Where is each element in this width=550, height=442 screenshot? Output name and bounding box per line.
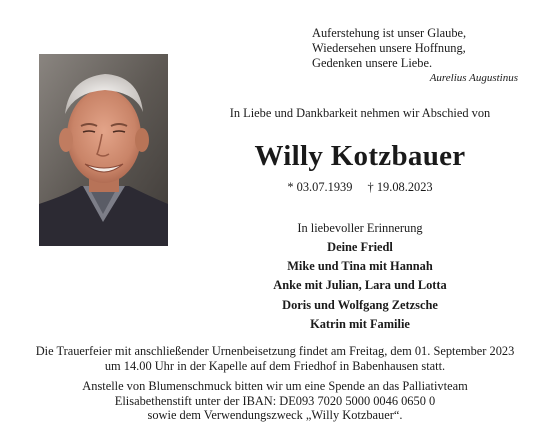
family-member: Deine Friedl	[327, 240, 393, 254]
portrait-photo	[39, 54, 168, 246]
portrait-image	[39, 54, 168, 246]
quote-block	[312, 26, 532, 85]
donation-line-1: Anstelle von Blumenschmuck bitten wir um eine Spende an das Palliativteam	[82, 379, 468, 393]
donation-line-2: Elisabethenstift unter der IBAN: DE093 7020 5000 0046 0650 0	[114, 393, 436, 408]
family-member: Mike und Tina mit Hannah	[287, 259, 433, 274]
life-dates	[190, 180, 530, 195]
family-member: Katrin mit Familie	[310, 316, 410, 331]
death-date: † 19.08.2023	[367, 180, 433, 194]
memory-label: In liebevoller Erinnerung	[297, 221, 423, 235]
quote-author: Aurelius Augustinus	[429, 72, 518, 84]
donation-line-3: sowie dem Verwendungszweck „Willy Kotzbauer“.	[147, 408, 403, 422]
farewell-intro: In Liebe und Dankbarkeit nehmen wir Abschied von	[229, 106, 491, 120]
quote-line-2: Wiedersehen unsere Hoffnung,	[312, 41, 466, 55]
quote-line-1: Auferstehung ist unser Glaube,	[312, 26, 467, 40]
family-list	[190, 238, 530, 334]
funeral-line-2: um 14.00 Uhr in der Kapelle auf dem Friedhof in Babenhausen statt.	[104, 358, 446, 373]
family-member: Doris und Wolfgang Zetzsche	[282, 297, 438, 312]
funeral-line-1: Die Trauerfeier mit anschließender Urnenbeisetzung findet am Freitag, dem 01. September 2023	[35, 344, 515, 358]
family-member: Anke mit Julian, Lara und Lotta	[273, 278, 447, 293]
quote-line-3: Gedenken unsere Liebe.	[312, 56, 433, 70]
funeral-details	[0, 344, 550, 423]
birth-date: * 03.07.1939	[287, 180, 353, 194]
deceased-name: Willy Kotzbauer	[254, 140, 466, 172]
